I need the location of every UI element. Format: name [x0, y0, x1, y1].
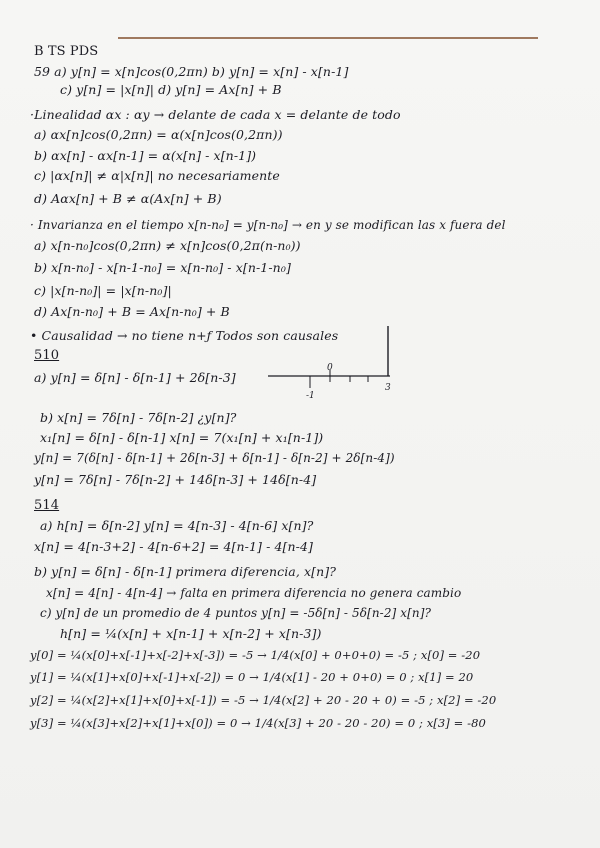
line: a) y[n] = δ[n] - δ[n-1] + 2δ[n-3] — [34, 370, 236, 385]
tick-label: -1 — [306, 391, 315, 401]
line: c) |αx[n]| ≠ α|x[n]| no necesariamente — [34, 168, 280, 183]
line: y[n] = 7δ[n] - 7δ[n-2] + 14δ[n-3] + 14δ[n-4] — [34, 472, 317, 487]
line: c) |x[n-n₀]| = |x[n-n₀]| — [34, 283, 172, 298]
line: 59 a) y[n] = x[n]cos(0,2πn) b) y[n] = x[n] - x[n-1] — [34, 64, 349, 79]
line: d) Ax[n-n₀] + B = Ax[n-n₀] + B — [34, 304, 230, 319]
line: x[n] = 4[n-3+2] - 4[n-6+2] = 4[n-1] - 4[n-4] — [34, 539, 314, 554]
line: b) αx[n] - αx[n-1] = α(x[n] - x[n-1]) — [34, 148, 257, 163]
line: h[n] = ¼(x[n] + x[n-1] + x[n-2] + x[n-3]) — [60, 626, 322, 641]
line: • Causalidad → no tiene n+ƒ Todos son causales — [30, 328, 339, 343]
tick-label: 3 — [385, 383, 391, 393]
line: x₁[n] = δ[n] - δ[n-1] x[n] = 7(x₁[n] + x₁[n-1]) — [40, 430, 324, 445]
line: y[1] = ¼(x[1]+x[0]+x[-1]+x[-2]) = 0 → 1/4(x[1] - 20 + 0+0) = 0 ; x[1] = 20 — [30, 670, 474, 684]
line: x[n] = 4[n] - 4[n-4] → falta en primera diferencia no genera cambio — [46, 586, 462, 600]
line: c) y[n] de un promedio de 4 puntos y[n] = -5δ[n] - 5δ[n-2] x[n]? — [40, 606, 432, 620]
line: ·Linealidad αx : αy → delante de cada x = delante de todo — [30, 107, 401, 122]
line: y[n] = 7(δ[n] - δ[n-1] + 2δ[n-3] + δ[n-1] - δ[n-2] + 2δ[n-4]) — [34, 451, 395, 465]
line: b) x[n-n₀] - x[n-1-n₀] = x[n-n₀] - x[n-1-n₀] — [34, 260, 291, 275]
line: c) y[n] = |x[n]| d) y[n] = Ax[n] + B — [60, 82, 282, 97]
line: a) h[n] = δ[n-2] y[n] = 4[n-3] - 4[n-6] x[n]? — [40, 518, 314, 533]
line: y[3] = ¼(x[3]+x[2]+x[1]+x[0]) = 0 → 1/4(x[3] + 20 - 20 - 20) = 0 ; x[3] = -80 — [30, 716, 486, 730]
line: b) y[n] = δ[n] - δ[n-1] primera diferencia, x[n]? — [34, 564, 337, 579]
line: a) x[n-n₀]cos(0,2πn) ≠ x[n]cos(0,2π(n-n₀)) — [34, 238, 301, 253]
line: d) Aαx[n] + B ≠ α(Ax[n] + B) — [34, 191, 222, 206]
header-rule — [118, 37, 538, 39]
line: · Invarianza en el tiempo x[n-n₀] = y[n-n₀] → en y se modifican las x fuera del — [30, 218, 506, 232]
tick-label: 0 — [327, 363, 333, 373]
page-title: B TS PDS — [34, 44, 99, 59]
impulse-graph — [268, 326, 398, 406]
line: y[0] = ¼(x[0]+x[-1]+x[-2]+x[-3]) = -5 → 1/4(x[0] + 0+0+0) = -5 ; x[0] = -20 — [30, 648, 481, 662]
line: a) αx[n]cos(0,2πn) = α(x[n]cos(0,2πn)) — [34, 127, 283, 142]
section-heading: 510 — [34, 348, 60, 363]
line: b) x[n] = 7δ[n] - 7δ[n-2] ¿y[n]? — [40, 410, 237, 425]
line: y[2] = ¼(x[2]+x[1]+x[0]+x[-1]) = -5 → 1/4(x[2] + 20 - 20 + 0) = -5 ; x[2] = -20 — [30, 693, 497, 707]
section-heading: 514 — [34, 498, 60, 513]
